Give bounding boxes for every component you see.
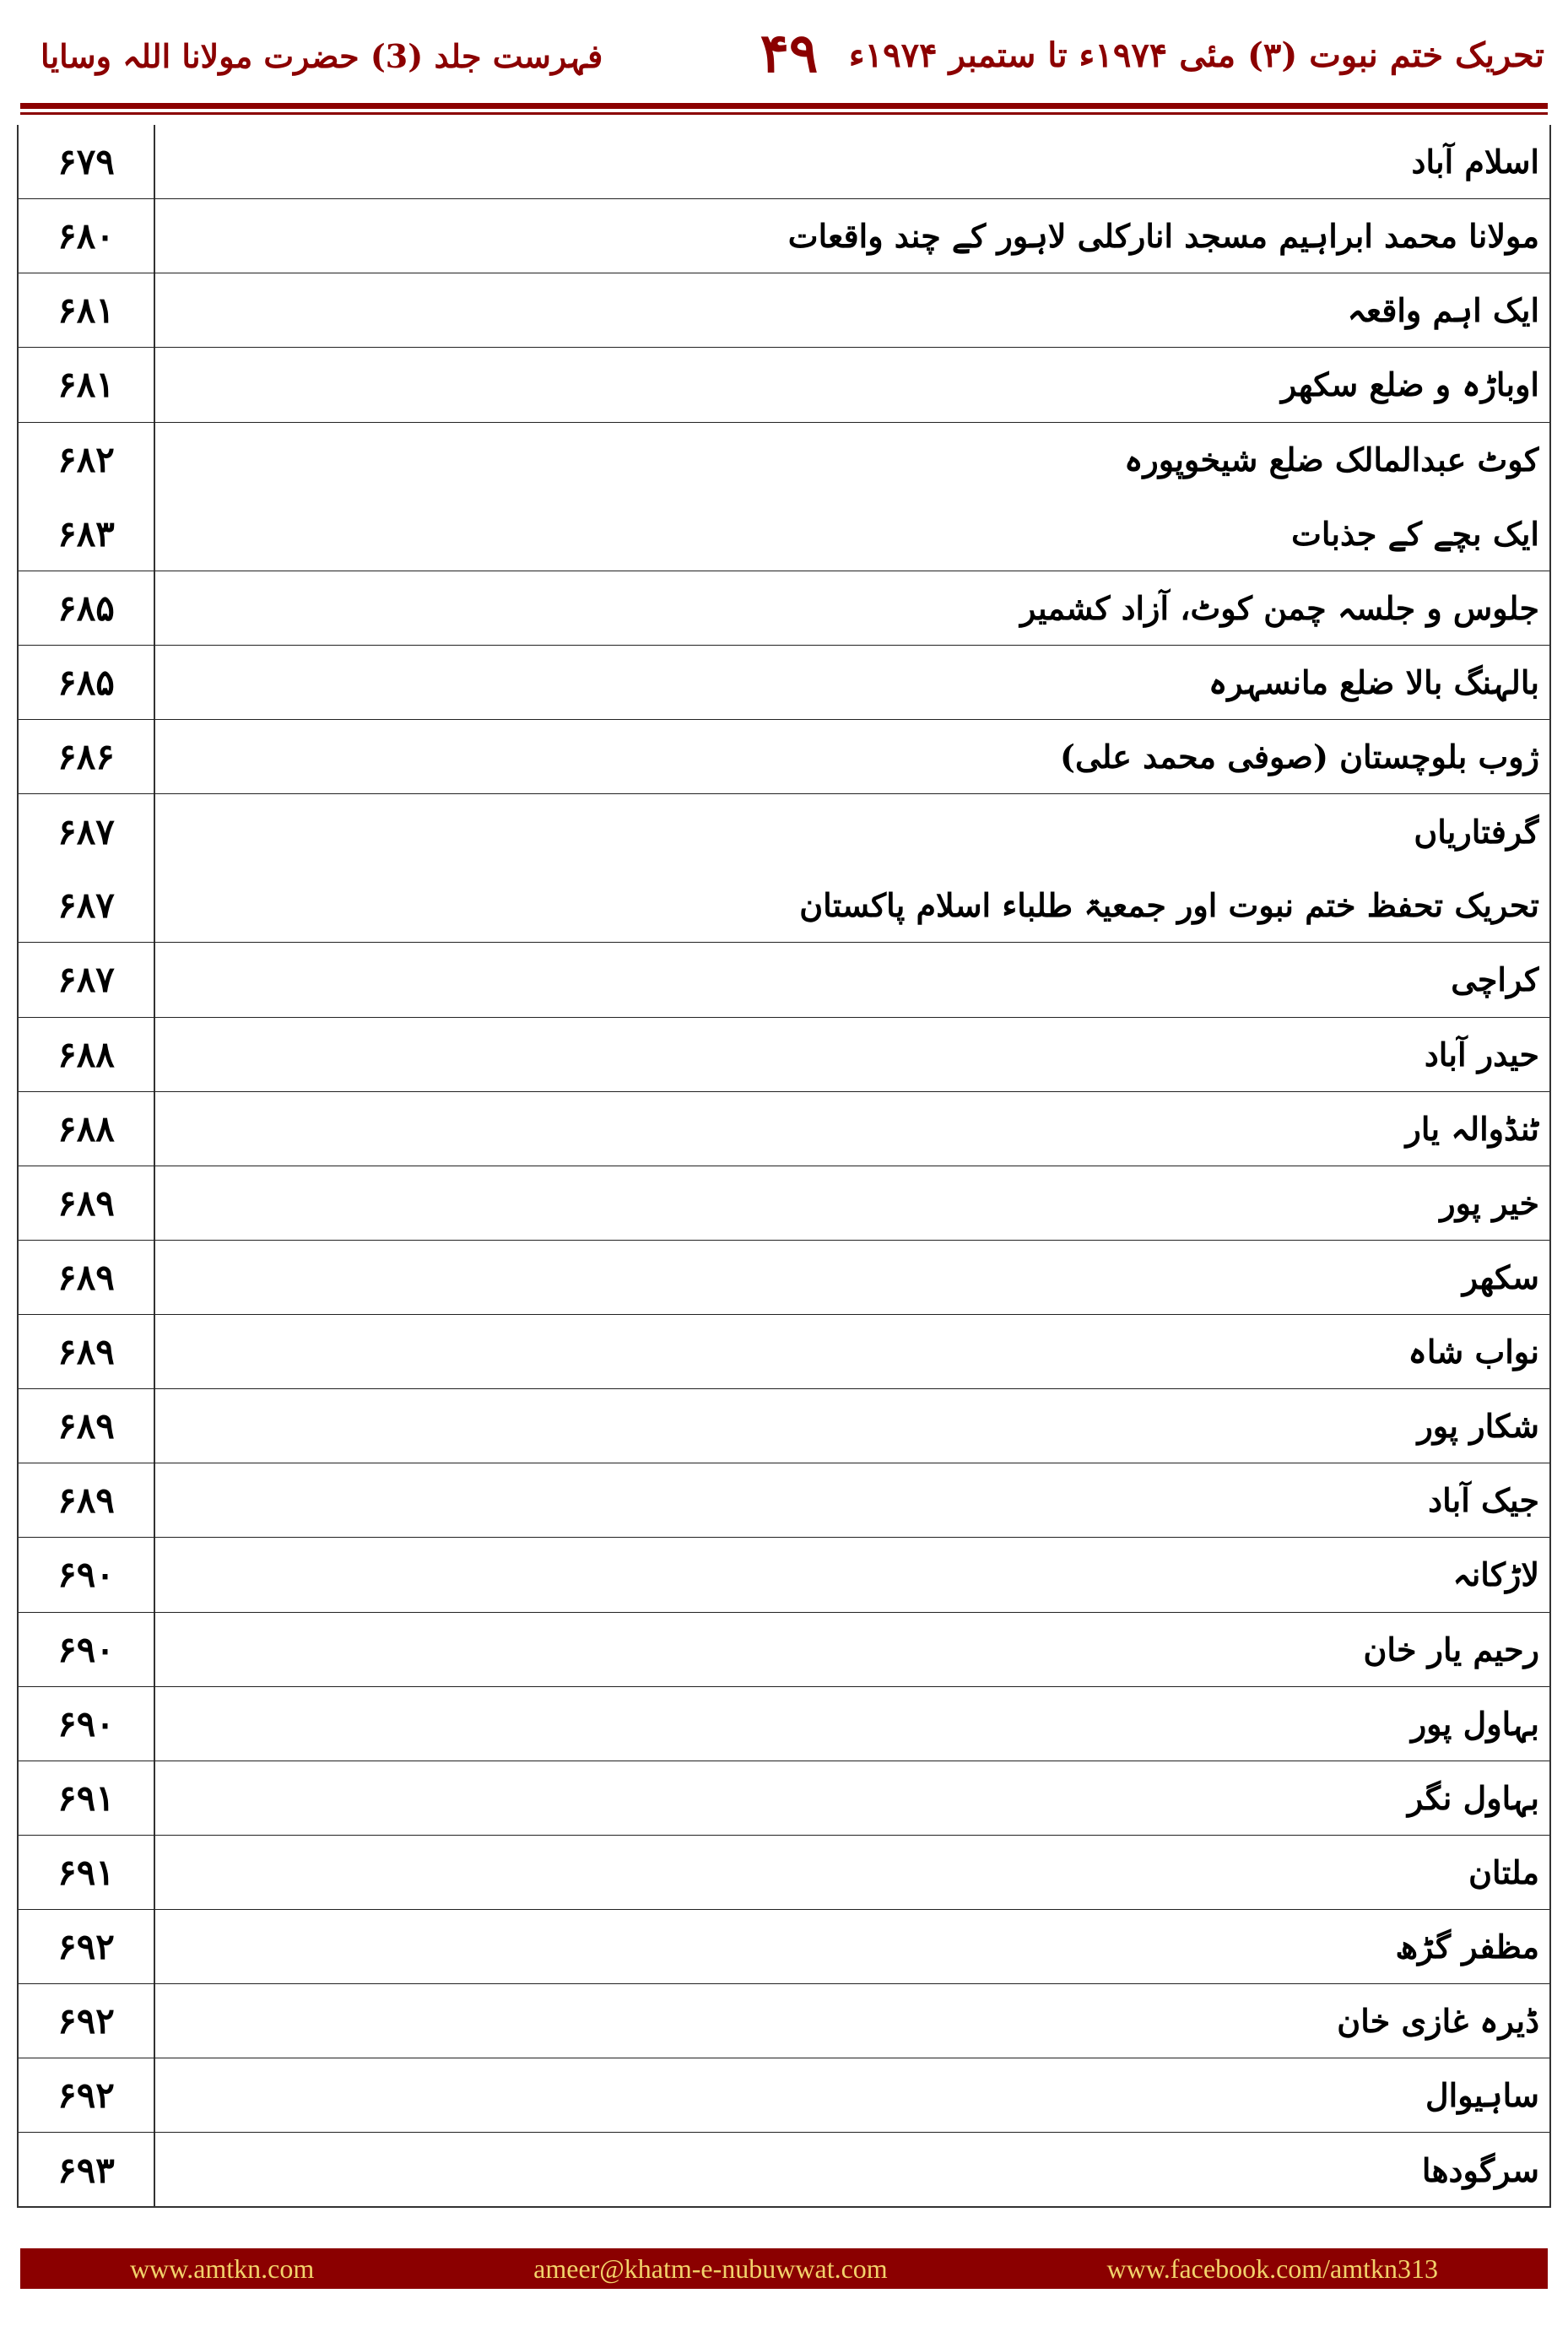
- table-row: [19, 1538, 1549, 1612]
- toc-entry-title: لاڑکانہ: [1452, 1555, 1539, 1594]
- page-footer: [20, 2248, 1548, 2289]
- toc-entry-title: نواب شاہ: [1408, 1333, 1539, 1371]
- toc-page-number: ۶۸۸: [19, 1092, 155, 1166]
- toc-entry-title: گرفتاریاں: [1414, 812, 1539, 851]
- table-row: [19, 943, 1549, 1017]
- toc-entry-title: اسلام آباد: [1411, 143, 1539, 181]
- toc-entry-title: جیک آباد: [1428, 1481, 1539, 1520]
- table-row: [19, 571, 1549, 646]
- table-row: [19, 2133, 1549, 2207]
- toc-entry-title: تحریک تحفظ ختم نبوت اور جمعیۃ طلباء اسلام پاکستان: [799, 886, 1539, 925]
- toc-entry-title: کوٹ عبدالمالک ضلع شیخوپورہ: [1124, 441, 1539, 479]
- table-row: [19, 1241, 1549, 1315]
- toc-entry-title: حیدر آباد: [1424, 1035, 1539, 1074]
- toc-entry-title: بہاول نگر: [1407, 1778, 1539, 1817]
- toc-page-number: ۶۹۲: [19, 1984, 155, 2058]
- toc-page-number: ۶۸۸: [19, 1018, 155, 1091]
- table-row: [19, 868, 1549, 943]
- toc-page-number: ۶۸۹: [19, 1166, 155, 1240]
- book-title: تحریک ختم نبوت (۳) مئی ۱۹۷۴ء تا ستمبر ۱۹۷۴ء: [848, 35, 1544, 75]
- toc-page-number: ۶۸۵: [19, 646, 155, 719]
- table-row: [19, 1984, 1549, 2058]
- toc-page-number: ۶۸۱: [19, 273, 155, 347]
- table-row: [19, 497, 1549, 571]
- toc-entry-title: رحیم یار خان: [1363, 1630, 1539, 1669]
- table-row: [19, 1315, 1549, 1389]
- toc-page-number: ۶۸۷: [19, 794, 155, 868]
- table-row: [19, 794, 1549, 868]
- table-row: [19, 1389, 1549, 1463]
- toc-entry-title: مظفر گڑھ: [1395, 1928, 1539, 1966]
- toc-entry-title: مولانا محمد ابراہیم مسجد انارکلی لاہور کے چند واقعات: [787, 217, 1539, 256]
- page-number: ۴۹: [760, 22, 819, 85]
- table-row: [19, 423, 1549, 497]
- table-of-contents: [17, 125, 1551, 2208]
- volume-title: فہرست جلد (3) حضرت مولانا اللہ وسایا: [41, 37, 603, 75]
- toc-entry-title: ملتان: [1468, 1853, 1539, 1891]
- table-row: [19, 1761, 1549, 1836]
- table-row: [19, 1910, 1549, 1984]
- toc-entry-title: جلوس و جلسہ چمن کوٹ، آزاد کشمیر: [1020, 588, 1539, 627]
- toc-entry-title: اوباڑہ و ضلع سکھر: [1280, 365, 1539, 404]
- toc-page-number: ۶۹۲: [19, 1910, 155, 1983]
- toc-page-number: ۶۸۶: [19, 720, 155, 793]
- footer-facebook-link[interactable]: www.facebook.com/amtkn313: [1106, 2253, 1439, 2284]
- toc-entry-title: بالہنگ بالا ضلع مانسہرہ: [1208, 663, 1539, 701]
- toc-page-number: ۶۹۰: [19, 1613, 155, 1686]
- toc-page-number: ۶۹۱: [19, 1836, 155, 1909]
- toc-entry-title: سرگودھا: [1421, 2150, 1539, 2189]
- table-row: [19, 646, 1549, 720]
- toc-page-number: ۶۹۳: [19, 2133, 155, 2207]
- toc-entry-title: شکار پور: [1417, 1407, 1539, 1446]
- toc-page-number: ۶۸۷: [19, 943, 155, 1016]
- toc-entry-title: ایک اہم واقعہ: [1347, 291, 1539, 330]
- toc-page-number: ۶۸۹: [19, 1241, 155, 1314]
- header-rule-thick: [20, 103, 1548, 109]
- table-row: [19, 1463, 1549, 1538]
- toc-page-number: ۶۹۰: [19, 1687, 155, 1761]
- table-row: [19, 125, 1549, 199]
- toc-entry-title: ژوب بلوچستان (صوفی محمد علی): [1060, 738, 1539, 776]
- table-row: [19, 1836, 1549, 1910]
- table-row: [19, 199, 1549, 273]
- table-row: [19, 1613, 1549, 1687]
- toc-entry-title: ٹنڈوالہ یار: [1405, 1109, 1539, 1148]
- toc-page-number: ۶۸۱: [19, 348, 155, 421]
- toc-page-number: ۶۹۱: [19, 1761, 155, 1835]
- toc-page-number: ۶۸۷: [19, 868, 155, 942]
- table-row: [19, 1166, 1549, 1241]
- toc-entry-title: سکھر: [1462, 1258, 1539, 1296]
- table-row: [19, 273, 1549, 348]
- toc-page-number: ۶۸۲: [19, 423, 155, 497]
- table-row: [19, 720, 1549, 794]
- footer-website-link[interactable]: www.amtkn.com: [129, 2253, 315, 2284]
- toc-page-number: ۶۸۳: [19, 497, 155, 571]
- table-row: [19, 1092, 1549, 1166]
- toc-page-number: ۶۸۹: [19, 1389, 155, 1463]
- toc-entry-title: بہاول پور: [1410, 1704, 1539, 1743]
- table-row: [19, 1018, 1549, 1092]
- toc-entry-title: ایک بچے کے جذبات: [1291, 514, 1539, 553]
- toc-page-number: ۶۸۰: [19, 199, 155, 273]
- toc-page-number: ۶۸۹: [19, 1463, 155, 1537]
- page-header: [34, 17, 1544, 93]
- toc-entry-title: ڈیرہ غازی خان: [1337, 2002, 1539, 2041]
- toc-page-number: ۶۸۵: [19, 571, 155, 645]
- table-row: [19, 1687, 1549, 1761]
- toc-page-number: ۶۷۹: [19, 125, 155, 198]
- table-row: [19, 348, 1549, 422]
- toc-page-number: ۶۹۰: [19, 1538, 155, 1611]
- toc-entry-title: کراچی: [1451, 960, 1539, 999]
- toc-entry-title: ساہیوال: [1425, 2076, 1539, 2115]
- toc-page-number: ۶۹۲: [19, 2058, 155, 2132]
- footer-email-link[interactable]: ameer@khatm-e-nubuwwat.com: [533, 2253, 888, 2284]
- toc-entry-title: خیر پور: [1440, 1183, 1539, 1222]
- header-rule-thin: [20, 112, 1548, 115]
- toc-page-number: ۶۸۹: [19, 1315, 155, 1388]
- table-row: [19, 2058, 1549, 2133]
